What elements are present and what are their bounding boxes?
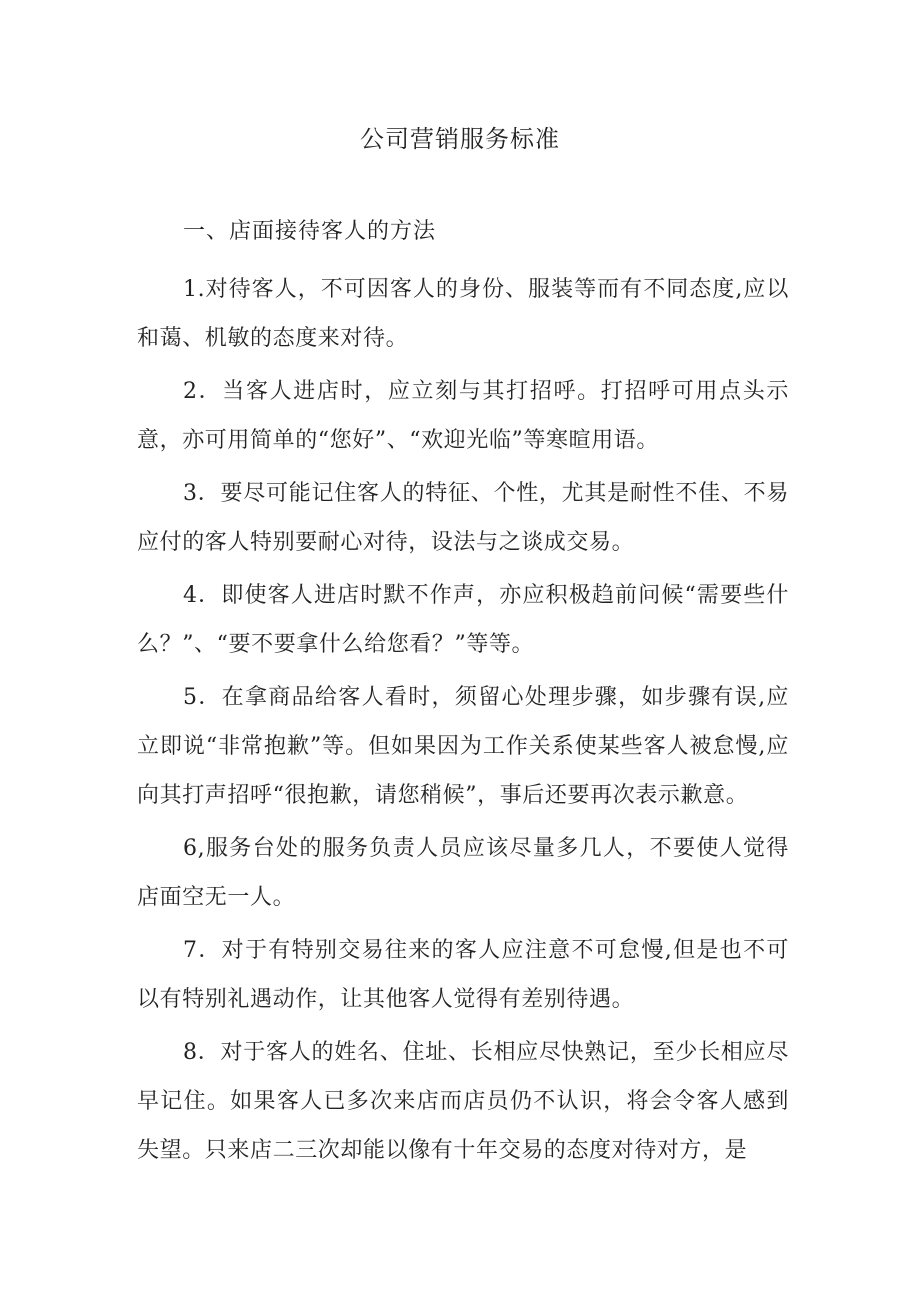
paragraph-7: 7．对于有特别交易往来的客人应注意不可怠慢,但是也不可以有特别礼遇动作，让其他客人觉得有差别待遇。 — [137, 938, 789, 1012]
document-body — [137, 265, 789, 1179]
paragraph-1: 1.对待客人，不可因客人的身份、服装等而有不同态度,应以和蔼、机敏的态度来对待。 — [137, 277, 789, 351]
paragraph-3: 3．要尽可能记住客人的特征、个性，尤其是耐性不佳、不易应付的客人特别要耐心对待，设法与之谈成交易。 — [137, 481, 789, 555]
paragraph-2: 2．当客人进店时，应立刻与其打招呼。打招呼可用点头示意，亦可用简单的“您好”、“欢迎光临”等寒暄用语。 — [137, 379, 789, 453]
document-title: 公司营销服务标准 — [360, 125, 560, 153]
paragraph-6: 6,服务台处的服务负责人员应该尽量多几人，不要使人觉得店面空无一人。 — [137, 836, 789, 910]
paragraph-5: 5．在拿商品给客人看时，须留心处理步骤，如步骤有误,应立即说“非常抱歉”等。但如果因为工作关系使某些客人被怠慢,应向其打声招呼“很抱歉，请您稍候”，事后还要再次表示歉意。 — [137, 685, 789, 808]
paragraph-4: 4．即使客人进店时默不作声，亦应积极趋前问候“需要些什么？”、“要不要拿什么给您看？”等等。 — [137, 583, 789, 657]
section-heading: 一、店面接待客人的方法 — [183, 219, 437, 244]
paragraph-8: 8．对于客人的姓名、住址、长相应尽快熟记，至少长相应尽早记住。如果客人已多次来店而店员仍不认识，将会令客人感到失望。只来店二三次却能以像有十年交易的态度对待对方，是 — [137, 1040, 789, 1163]
